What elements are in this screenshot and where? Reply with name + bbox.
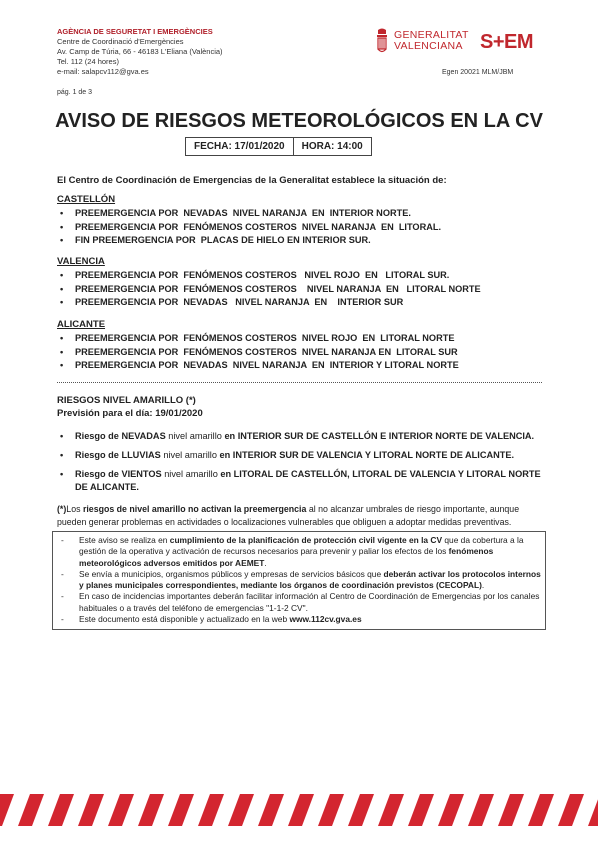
bullet-icon: • (60, 270, 64, 280)
list-item (57, 221, 441, 235)
item-text: Riesgo de VIENTOS (75, 469, 165, 479)
info-text: Este documento está disponible y actualizado en la web (79, 614, 290, 625)
info-text: Se envía a municipios, organismos públicos y empresas de servicios básicos que (79, 568, 384, 579)
bullet-icon: • (60, 208, 64, 218)
page-title: AVISO DE RIESGOS METEOROLÓGICOS EN LA CV (55, 110, 543, 132)
item-text: PREEMERGENCIA POR FENÓMENOS COSTEROS NIVEL ROJO EN LITORAL SUR. (75, 270, 450, 280)
document-code: Egen 20021 MLM/JBM (442, 69, 514, 76)
list-item (57, 346, 459, 360)
yellow-risks-heading (57, 394, 203, 420)
bullet-icon: • (60, 431, 64, 441)
province-valencia (57, 256, 481, 310)
info-text: que da cobertura a la gestión de la operativa y activación de recursos necesarios para prevenir y paliar los efectos de los (79, 535, 524, 557)
list-item (57, 449, 547, 462)
province-name: CASTELLÓN (57, 194, 116, 205)
list-item (57, 359, 459, 373)
province-castellon (57, 194, 441, 248)
item-text: PREEMERGENCIA POR FENÓMENOS COSTEROS NIVEL NARANJA EN LITORAL SUR (75, 346, 458, 357)
item-text: nivel amarillo (164, 469, 218, 479)
info-box (52, 531, 546, 630)
item-text: PREEMERGENCIA POR FENÓMENOS COSTEROS NIVEL NARANJA EN LITORAL. (75, 221, 442, 232)
item-text: en LITORAL DE CASTELLÓN, LITORAL DE VALENCIA Y LITORAL NORTE DE ALICANTE. (75, 469, 541, 492)
intro-text: El Centro de Coordinación de Emergencias de la Generalitat establece la situación de: (57, 175, 447, 186)
item-text: PREEMERGENCIA POR NEVADAS NIVEL NARANJA EN INTERIOR NORTE. (75, 208, 411, 218)
info-emphasis: deberán activar los protocolos internos y planes municipales correspondientes, mediante los órganos de coordinación previstos (CECOPAL) (79, 568, 541, 591)
bullet-icon: • (60, 450, 64, 460)
info-item (57, 614, 541, 625)
caution-tape (0, 794, 598, 826)
info-text: . (481, 580, 485, 591)
bullet-icon: • (60, 469, 64, 479)
date-time-box (185, 137, 372, 156)
item-text: PREEMERGENCIA POR FENÓMENOS COSTEROS NIVEL ROJO EN LITORAL NORTE (75, 333, 455, 343)
info-text: En caso de incidencias importantes deberán facilitar información al Centro de Coordinación de Emergencias por los canales habituales o a través del teléfono de emergencias "1-1-2 CV". (79, 591, 540, 613)
yellow-risks-list (57, 430, 547, 500)
forecast-date: Previsión para el día: 19/01/2020 (57, 408, 203, 419)
info-emphasis: cumplimiento de la planificación de protección civil vigente en la CV (169, 535, 443, 545)
yellow-title: RIESGOS NIVEL AMARILLO (*) (57, 395, 196, 406)
item-text: nivel amarillo (168, 431, 222, 441)
agency-email: e-mail: salapcv112@gva.es (57, 67, 149, 76)
generalitat-logo (375, 28, 469, 54)
item-text: PREEMERGENCIA POR NEVADAS NIVEL NARANJA EN INTERIOR SUR (75, 297, 404, 308)
bullet-icon: • (60, 360, 64, 371)
bullet-icon: • (60, 283, 64, 294)
bullet-icon: • (60, 346, 64, 357)
dash: - (61, 614, 64, 625)
note-text: Los (66, 504, 83, 514)
yellow-note (57, 503, 542, 528)
agency-name: AGÈNCIA DE SEGURETAT I EMERGÈNCIES (57, 27, 213, 36)
item-text: Riesgo de NEVADAS (75, 431, 169, 441)
page-number: pág. 1 de 3 (57, 89, 93, 96)
bullet-icon: • (60, 297, 64, 308)
info-item (57, 569, 541, 592)
province-name: ALICANTE (57, 319, 106, 330)
list-item (57, 430, 547, 443)
dash: - (61, 591, 64, 602)
info-text: Este aviso se realiza en (79, 535, 170, 545)
list-item (57, 332, 459, 346)
item-text: nivel amarillo (163, 450, 217, 460)
agency-line: Tel. 112 (24 hores) (57, 57, 119, 66)
item-text: FIN PREEMERGENCIA POR PLACAS DE HIELO EN INTERIOR SUR. (75, 235, 371, 246)
list-item (57, 283, 481, 297)
dash: - (61, 568, 64, 579)
note-text: al no alcanzar umbrales de riesgo importante, aunque pueden generar problemas en actividades o localizaciones vulnerables que obliguen a adoptar medidas preventivas. (57, 504, 520, 527)
info-item (57, 535, 541, 569)
item-text: en INTERIOR SUR DE VALENCIA Y LITORAL NORTE DE ALICANTE. (216, 450, 515, 460)
hour-label: HORA: 14:00 (293, 138, 371, 155)
bullet-icon: • (60, 235, 64, 246)
agency-line: Av. Camp de Túria, 66 - 46183 L'Eliana (València) (57, 47, 223, 56)
item-text: en INTERIOR SUR DE CASTELLÓN E INTERIOR NORTE DE VALENCIA. (221, 431, 535, 441)
note-marker: (*) (57, 504, 67, 514)
note-emphasis: riesgos de nivel amarillo no activan la preemergencia (82, 504, 307, 514)
bullet-icon: • (60, 221, 64, 232)
info-emphasis: fenómenos meteorológicos adversos emitidos por AEMET (79, 546, 494, 568)
coat-of-arms-icon (375, 28, 389, 54)
list-item (57, 207, 441, 221)
item-text: PREEMERGENCIA POR FENÓMENOS COSTEROS NIVEL NARANJA EN LITORAL NORTE (75, 283, 481, 294)
list-item (57, 234, 441, 248)
info-text: . (264, 557, 267, 568)
item-text: Riesgo de LLUVIAS (75, 450, 164, 460)
province-name: VALENCIA (57, 256, 105, 267)
list-item (57, 296, 481, 310)
logo-line-2: VALENCIANA (394, 40, 463, 52)
province-alicante (57, 319, 459, 373)
divider (57, 382, 542, 383)
agency-header (57, 27, 223, 77)
list-item (57, 269, 481, 283)
item-text: PREEMERGENCIA POR NEVADAS NIVEL NARANJA EN INTERIOR Y LITORAL NORTE (75, 360, 459, 371)
bullet-icon: • (60, 333, 64, 343)
logo-line-1: GENERALITAT (394, 29, 469, 41)
sem-logo: S+EM (480, 31, 534, 53)
list-item (57, 468, 547, 494)
info-item (57, 591, 541, 614)
date-label: FECHA: 17/01/2020 (194, 141, 285, 152)
dash: - (61, 535, 64, 545)
website-link[interactable]: www.112cv.gva.es (289, 614, 362, 625)
agency-line: Centre de Coordinació d'Emergències (57, 37, 184, 46)
